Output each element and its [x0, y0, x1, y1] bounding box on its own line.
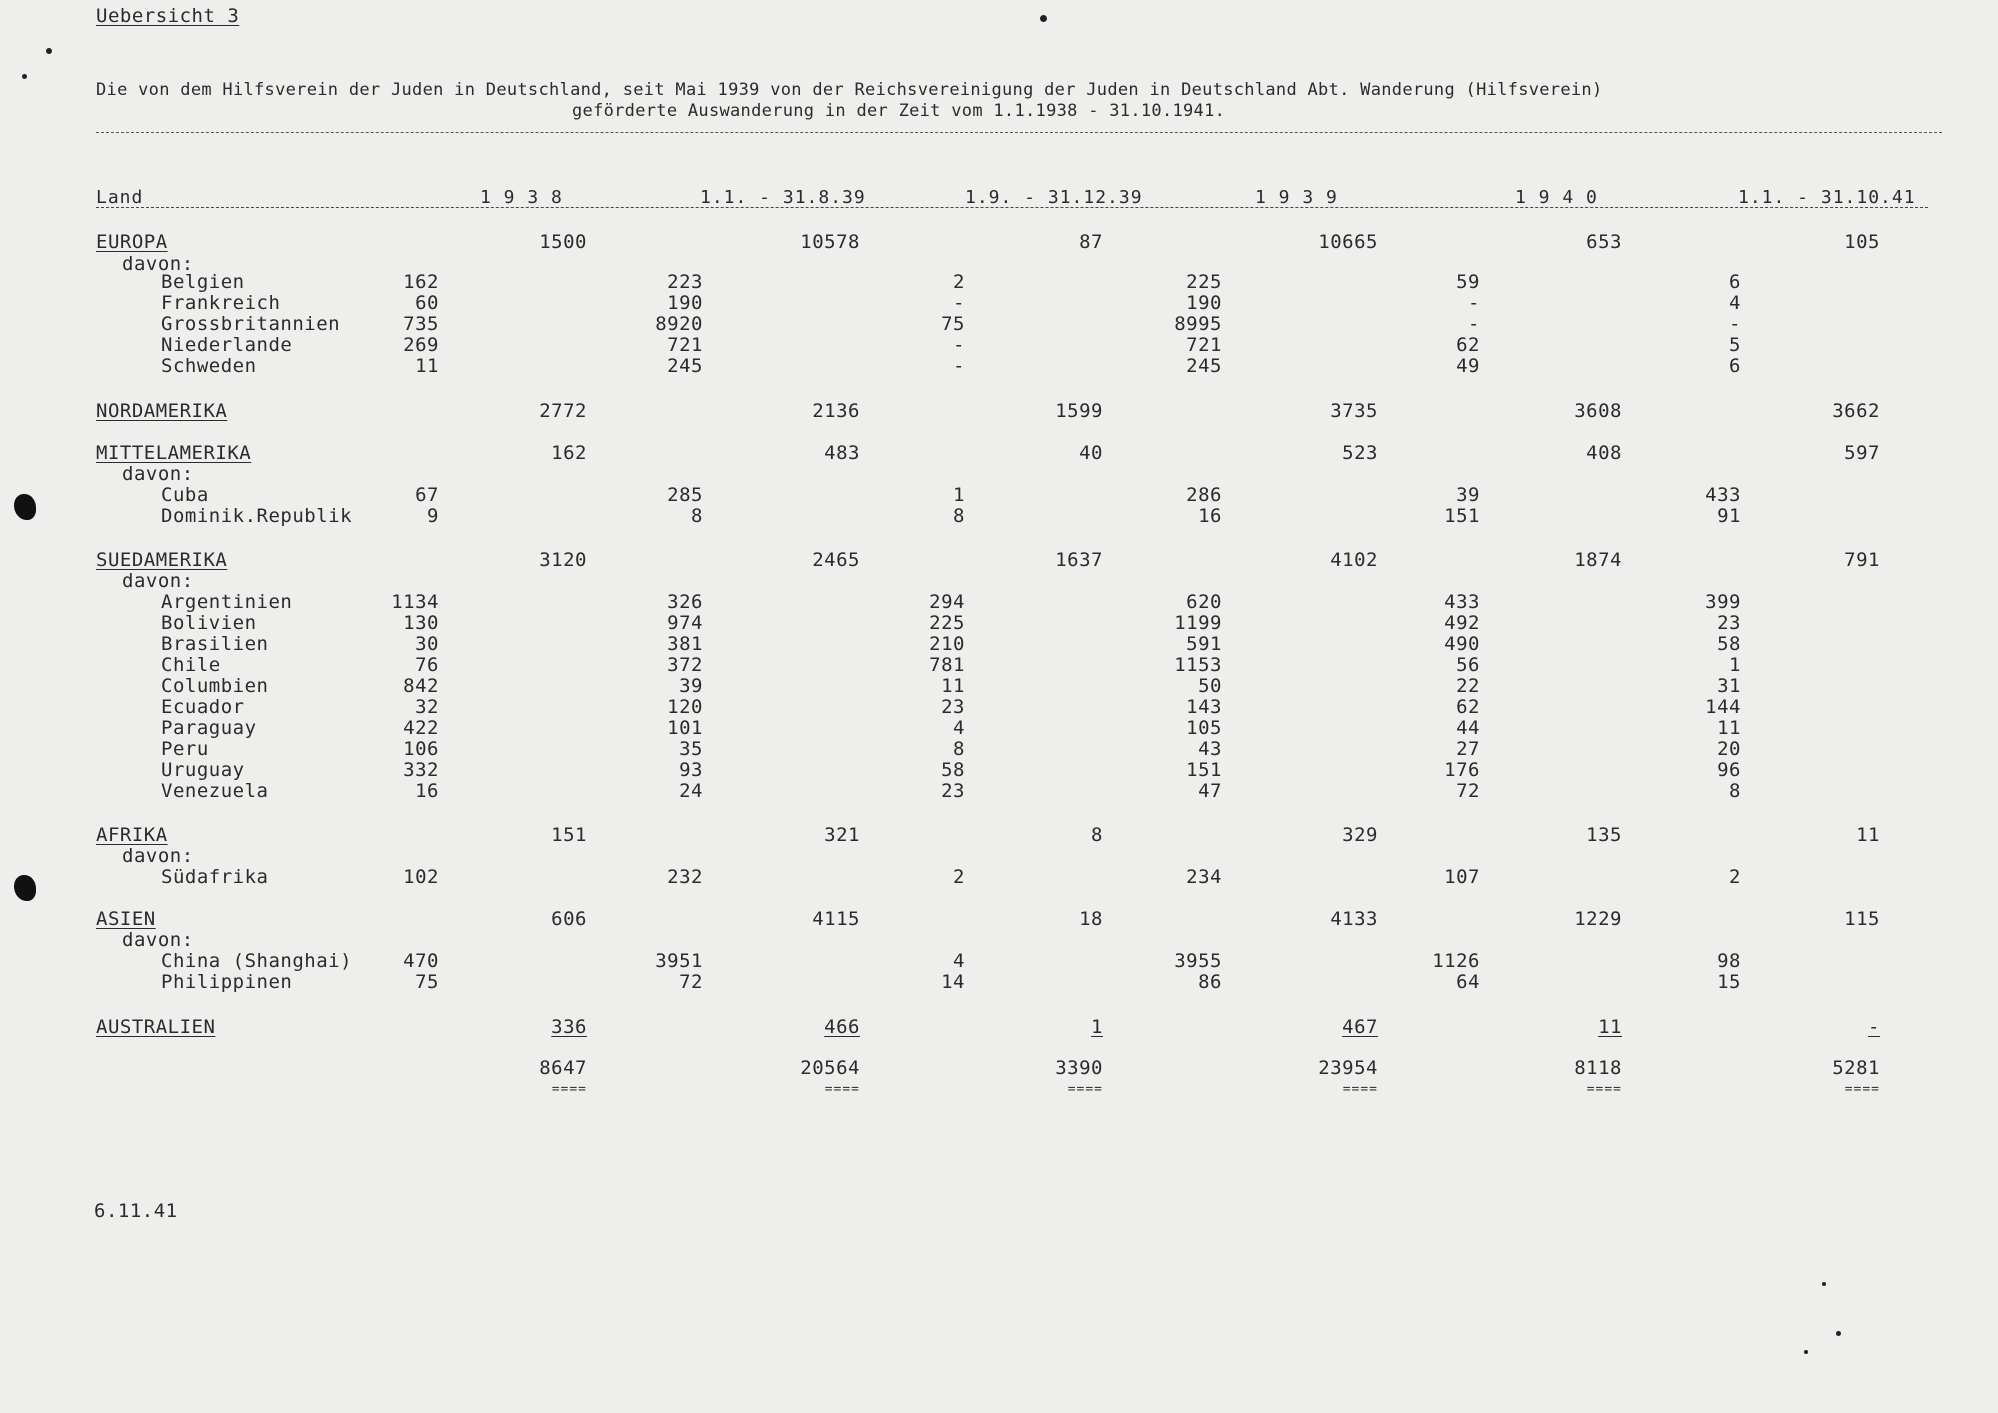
- country-value-cell: 492: [1444, 612, 1480, 634]
- country-value-cell: 269: [403, 334, 439, 356]
- grand-total-double-underline: ====: [824, 1082, 860, 1097]
- country-value-cell: 62: [1456, 696, 1480, 718]
- country-name: Frankreich: [161, 292, 281, 314]
- country-value-cell: 974: [667, 612, 703, 634]
- scan-speck: [1836, 1331, 1841, 1336]
- country-value-cell: 86: [1198, 971, 1222, 993]
- document-heading: Uebersicht 3: [96, 5, 240, 27]
- country-value-cell: 162: [403, 271, 439, 293]
- column-header-1940: 1 9 4 0: [1515, 187, 1598, 208]
- country-value-cell: 470: [403, 950, 439, 972]
- country-value-cell: 190: [667, 292, 703, 314]
- country-value-cell: 4: [953, 950, 965, 972]
- region-total-cell: 408: [1586, 442, 1622, 464]
- country-value-cell: 4: [953, 717, 965, 739]
- grand-total-double-underline: ====: [1586, 1082, 1622, 1097]
- country-value-cell: 72: [1456, 780, 1480, 802]
- region-total-cell: 1: [1091, 1016, 1103, 1038]
- country-value-cell: 75: [415, 971, 439, 993]
- region-total-cell: 3735: [1330, 400, 1378, 422]
- country-value-cell: 8: [953, 505, 965, 527]
- country-value-cell: 107: [1444, 866, 1480, 888]
- document-title-line-2: geförderte Auswanderung in der Zeit vom 1.1.1938 - 31.10.1941.: [572, 101, 1226, 121]
- region-total-cell: 8: [1091, 824, 1103, 846]
- country-value-cell: 6: [1729, 355, 1741, 377]
- country-value-cell: 232: [667, 866, 703, 888]
- region-total-cell: 1599: [1055, 400, 1103, 422]
- country-value-cell: 332: [403, 759, 439, 781]
- region-name: ASIEN: [96, 908, 156, 930]
- country-value-cell: 245: [667, 355, 703, 377]
- country-value-cell: 8995: [1174, 313, 1222, 335]
- country-value-cell: 32: [415, 696, 439, 718]
- grand-total-cell: 20564: [800, 1057, 860, 1079]
- country-value-cell: 11: [941, 675, 965, 697]
- country-name: Schweden: [161, 355, 257, 377]
- country-value-cell: 399: [1705, 591, 1741, 613]
- region-total-cell: 606: [551, 908, 587, 930]
- country-value-cell: -: [953, 334, 965, 356]
- country-value-cell: 143: [1186, 696, 1222, 718]
- country-value-cell: 8: [691, 505, 703, 527]
- grand-total-cell: 5281: [1832, 1057, 1880, 1079]
- country-value-cell: 62: [1456, 334, 1480, 356]
- country-value-cell: 190: [1186, 292, 1222, 314]
- country-value-cell: 151: [1444, 505, 1480, 527]
- country-name: Südafrika: [161, 866, 269, 888]
- country-value-cell: 2: [953, 271, 965, 293]
- region-total-cell: 162: [551, 442, 587, 464]
- country-value-cell: 67: [415, 484, 439, 506]
- country-value-cell: 20: [1717, 738, 1741, 760]
- grand-total-cell: 23954: [1318, 1057, 1378, 1079]
- region-total-cell: 3120: [539, 549, 587, 571]
- country-value-cell: 381: [667, 633, 703, 655]
- scan-speck: [1040, 15, 1047, 22]
- country-name: Bolivien: [161, 612, 257, 634]
- country-value-cell: 842: [403, 675, 439, 697]
- country-value-cell: 1126: [1432, 950, 1480, 972]
- document-title-line-1: Die von dem Hilfsverein der Juden in Deutschland, seit Mai 1939 von der Reichsvereinigung der Juden in Deutschland Abt. Wanderung (Hilfsverein): [96, 80, 1603, 100]
- column-header-1939: 1 9 3 9: [1255, 187, 1338, 208]
- region-name: AFRIKA: [96, 824, 168, 846]
- country-value-cell: 102: [403, 866, 439, 888]
- country-name: Cuba: [161, 484, 209, 506]
- country-value-cell: 16: [1198, 505, 1222, 527]
- country-value-cell: 1: [1729, 654, 1741, 676]
- country-value-cell: 1134: [391, 591, 439, 613]
- country-value-cell: 8: [953, 738, 965, 760]
- country-value-cell: 433: [1444, 591, 1480, 613]
- country-value-cell: 225: [1186, 271, 1222, 293]
- country-value-cell: -: [1468, 292, 1480, 314]
- region-total-cell: 2136: [812, 400, 860, 422]
- country-value-cell: 2: [1729, 866, 1741, 888]
- country-value-cell: 24: [679, 780, 703, 802]
- scan-speck: [22, 74, 27, 79]
- country-value-cell: 433: [1705, 484, 1741, 506]
- grand-total-cell: 8647: [539, 1057, 587, 1079]
- scan-speck: [1822, 1282, 1826, 1286]
- region-total-cell: 466: [824, 1016, 860, 1038]
- column-header-sep-dec-1939: 1.9. - 31.12.39: [965, 187, 1143, 208]
- country-name: Uruguay: [161, 759, 245, 781]
- country-value-cell: -: [1468, 313, 1480, 335]
- region-total-cell: 11: [1856, 824, 1880, 846]
- country-name: Venezuela: [161, 780, 269, 802]
- column-header-land: Land: [96, 187, 144, 208]
- country-name: Argentinien: [161, 591, 293, 613]
- region-total-cell: 1637: [1055, 549, 1103, 571]
- country-value-cell: 49: [1456, 355, 1480, 377]
- region-total-cell: 4133: [1330, 908, 1378, 930]
- country-value-cell: 210: [929, 633, 965, 655]
- country-value-cell: 11: [1717, 717, 1741, 739]
- country-value-cell: 56: [1456, 654, 1480, 676]
- country-value-cell: 3951: [655, 950, 703, 972]
- region-total-cell: 18: [1079, 908, 1103, 930]
- country-value-cell: 96: [1717, 759, 1741, 781]
- country-value-cell: 39: [1456, 484, 1480, 506]
- country-name: Columbien: [161, 675, 269, 697]
- country-value-cell: 72: [679, 971, 703, 993]
- region-total-cell: 653: [1586, 231, 1622, 253]
- grand-total-double-underline: ====: [1067, 1082, 1103, 1097]
- country-value-cell: 4: [1729, 292, 1741, 314]
- country-value-cell: 372: [667, 654, 703, 676]
- region-total-cell: 3662: [1832, 400, 1880, 422]
- country-value-cell: 735: [403, 313, 439, 335]
- country-value-cell: 6: [1729, 271, 1741, 293]
- country-value-cell: 14: [941, 971, 965, 993]
- country-value-cell: 106: [403, 738, 439, 760]
- davon-label: davon:: [122, 253, 194, 275]
- country-value-cell: 2: [953, 866, 965, 888]
- country-value-cell: 151: [1186, 759, 1222, 781]
- punch-hole-mark: [14, 875, 36, 901]
- country-value-cell: 120: [667, 696, 703, 718]
- country-value-cell: 58: [1717, 633, 1741, 655]
- country-value-cell: 620: [1186, 591, 1222, 613]
- column-header-jan-aug-1939: 1.1. - 31.8.39: [700, 187, 866, 208]
- country-value-cell: 39: [679, 675, 703, 697]
- grand-total-cell: 8118: [1574, 1057, 1622, 1079]
- country-value-cell: 30: [415, 633, 439, 655]
- country-name: Peru: [161, 738, 209, 760]
- country-name: Chile: [161, 654, 221, 676]
- davon-label: davon:: [122, 463, 194, 485]
- region-total-cell: 523: [1342, 442, 1378, 464]
- country-value-cell: 1153: [1174, 654, 1222, 676]
- region-total-cell: 4115: [812, 908, 860, 930]
- country-value-cell: 286: [1186, 484, 1222, 506]
- country-value-cell: 8920: [655, 313, 703, 335]
- region-total-cell: 1500: [539, 231, 587, 253]
- region-total-cell: 483: [824, 442, 860, 464]
- country-value-cell: 15: [1717, 971, 1741, 993]
- country-value-cell: 93: [679, 759, 703, 781]
- region-total-cell: 4102: [1330, 549, 1378, 571]
- region-total-cell: 336: [551, 1016, 587, 1038]
- title-underline-rule: [96, 132, 1942, 133]
- country-value-cell: 591: [1186, 633, 1222, 655]
- country-value-cell: 144: [1705, 696, 1741, 718]
- davon-label: davon:: [122, 570, 194, 592]
- country-value-cell: 23: [941, 780, 965, 802]
- country-value-cell: 22: [1456, 675, 1480, 697]
- country-value-cell: 27: [1456, 738, 1480, 760]
- header-underline: [96, 207, 1928, 208]
- country-value-cell: 176: [1444, 759, 1480, 781]
- region-total-cell: 329: [1342, 824, 1378, 846]
- country-value-cell: 23: [941, 696, 965, 718]
- country-value-cell: 47: [1198, 780, 1222, 802]
- country-value-cell: 91: [1717, 505, 1741, 527]
- region-total-cell: 40: [1079, 442, 1103, 464]
- grand-total-cell: 3390: [1055, 1057, 1103, 1079]
- region-total-cell: 135: [1586, 824, 1622, 846]
- country-name: Niederlande: [161, 334, 293, 356]
- grand-total-double-underline: ====: [551, 1082, 587, 1097]
- country-value-cell: 76: [415, 654, 439, 676]
- country-value-cell: 721: [667, 334, 703, 356]
- country-value-cell: 490: [1444, 633, 1480, 655]
- region-total-cell: 791: [1844, 549, 1880, 571]
- country-value-cell: 59: [1456, 271, 1480, 293]
- scan-speck: [46, 48, 52, 54]
- country-name: Philippinen: [161, 971, 293, 993]
- country-value-cell: 60: [415, 292, 439, 314]
- country-value-cell: 5: [1729, 334, 1741, 356]
- country-value-cell: 326: [667, 591, 703, 613]
- region-total-cell: 321: [824, 824, 860, 846]
- country-value-cell: 58: [941, 759, 965, 781]
- country-value-cell: 43: [1198, 738, 1222, 760]
- country-value-cell: 223: [667, 271, 703, 293]
- region-name: SUEDAMERIKA: [96, 549, 228, 571]
- region-total-cell: 3608: [1574, 400, 1622, 422]
- country-value-cell: 285: [667, 484, 703, 506]
- country-value-cell: 294: [929, 591, 965, 613]
- davon-label: davon:: [122, 845, 194, 867]
- country-name: Belgien: [161, 271, 245, 293]
- country-name: Dominik.Republik: [161, 505, 353, 527]
- country-value-cell: 31: [1717, 675, 1741, 697]
- region-total-cell: 2465: [812, 549, 860, 571]
- country-name: Brasilien: [161, 633, 269, 655]
- grand-total-double-underline: ====: [1342, 1082, 1378, 1097]
- country-value-cell: 1: [953, 484, 965, 506]
- country-value-cell: 1199: [1174, 612, 1222, 634]
- country-value-cell: 23: [1717, 612, 1741, 634]
- scan-speck: [1804, 1350, 1808, 1354]
- region-total-cell: 87: [1079, 231, 1103, 253]
- region-total-cell: 597: [1844, 442, 1880, 464]
- country-name: Grossbritannien: [161, 313, 341, 335]
- region-name: EUROPA: [96, 231, 168, 253]
- region-total-cell: -: [1868, 1016, 1880, 1038]
- region-total-cell: 115: [1844, 908, 1880, 930]
- country-value-cell: 781: [929, 654, 965, 676]
- country-value-cell: 50: [1198, 675, 1222, 697]
- country-value-cell: 3955: [1174, 950, 1222, 972]
- country-value-cell: 8: [1729, 780, 1741, 802]
- column-header-jan-oct-1941: 1.1. - 31.10.41: [1738, 187, 1916, 208]
- region-total-cell: 1874: [1574, 549, 1622, 571]
- country-value-cell: 105: [1186, 717, 1222, 739]
- region-total-cell: 105: [1844, 231, 1880, 253]
- region-name: MITTELAMERIKA: [96, 442, 252, 464]
- region-total-cell: 10665: [1318, 231, 1378, 253]
- region-total-cell: 151: [551, 824, 587, 846]
- region-total-cell: 2772: [539, 400, 587, 422]
- country-value-cell: 101: [667, 717, 703, 739]
- country-value-cell: 422: [403, 717, 439, 739]
- country-name: Paraguay: [161, 717, 257, 739]
- country-value-cell: 721: [1186, 334, 1222, 356]
- country-name: Ecuador: [161, 696, 245, 718]
- country-value-cell: 225: [929, 612, 965, 634]
- country-value-cell: 245: [1186, 355, 1222, 377]
- country-value-cell: 98: [1717, 950, 1741, 972]
- region-total-cell: 467: [1342, 1016, 1378, 1038]
- country-value-cell: -: [953, 355, 965, 377]
- column-header-1938: 1 9 3 8: [480, 187, 563, 208]
- country-value-cell: 35: [679, 738, 703, 760]
- country-name: China (Shanghai): [161, 950, 353, 972]
- region-name: AUSTRALIEN: [96, 1016, 216, 1038]
- country-value-cell: 75: [941, 313, 965, 335]
- grand-total-double-underline: ====: [1844, 1082, 1880, 1097]
- region-total-cell: 11: [1598, 1016, 1622, 1038]
- country-value-cell: -: [953, 292, 965, 314]
- country-value-cell: 11: [415, 355, 439, 377]
- region-total-cell: 1229: [1574, 908, 1622, 930]
- document-date: 6.11.41: [94, 1200, 178, 1222]
- country-value-cell: 130: [403, 612, 439, 634]
- country-value-cell: 234: [1186, 866, 1222, 888]
- country-value-cell: 9: [427, 505, 439, 527]
- region-total-cell: 10578: [800, 231, 860, 253]
- punch-hole-mark: [14, 494, 36, 520]
- country-value-cell: 44: [1456, 717, 1480, 739]
- country-value-cell: 16: [415, 780, 439, 802]
- country-value-cell: 64: [1456, 971, 1480, 993]
- country-value-cell: -: [1729, 313, 1741, 335]
- region-name: NORDAMERIKA: [96, 400, 228, 422]
- davon-label: davon:: [122, 929, 194, 951]
